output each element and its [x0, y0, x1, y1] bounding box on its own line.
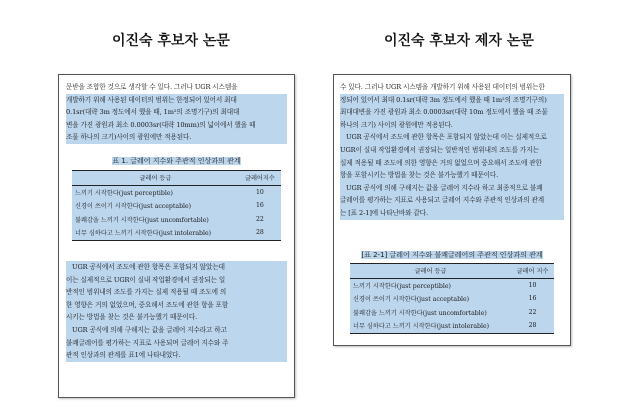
text-line: UGR이 실내 작업환경에서 권장되는 일반적인 범위내의 조도를 가지는: [340, 144, 564, 157]
table-row: [72, 213, 281, 227]
table-header: 글레어 지수: [511, 264, 554, 279]
left-heading: 이진숙 후보자 논문: [112, 33, 230, 49]
table-row: [72, 226, 281, 240]
text-line: 최대대변을 가진 광원과 최소 0.0003sr(대략 10m 정도에서 했을 때 조물: [340, 106, 564, 119]
text-line: UGR 공식에 의해 구해지는 값을 글레어 지수라고 하고: [66, 324, 287, 337]
right-table-block: [340, 249, 564, 334]
table-cell: 28: [239, 226, 281, 240]
left-paragraph-2: [66, 261, 287, 362]
table-cell: 28: [511, 319, 554, 333]
text-line: 글레어를 평가하는 지표로 사용되고 글레어 지수와 주관적 인상과의 관계: [340, 194, 564, 207]
table-cell: 22: [528, 308, 537, 316]
table-cell: 16: [255, 202, 264, 210]
left-table-block: [66, 155, 287, 241]
text-line: 관적 인상과의 관계를 표1에 나타내었다.: [66, 349, 287, 362]
table-row: [350, 278, 554, 292]
table-header: 글레어 등급: [350, 264, 511, 279]
table-row: [350, 319, 554, 333]
table-header: 글레어 등급: [72, 171, 239, 186]
left-table-caption: 표 1. 글레어 지수와 주관적 인상과의 관계: [112, 157, 241, 165]
table-row: [350, 292, 554, 306]
table-cell: 불쾌감을 느끼기 시작한다(just uncomfortable): [353, 309, 487, 317]
text-line: 조물 하나의 크기)사이의 광원에만 적용된다.: [66, 131, 287, 144]
text-line: 는 [표 2-1]에 나타난바와 같다.: [340, 207, 564, 220]
table-cell: 22: [255, 215, 264, 223]
table-cell: 느끼기 시작한다(just perceptible): [75, 189, 173, 197]
left-glare-table: [72, 170, 281, 241]
text-line: 정되어 있어서 최대 0.1sr(대략 3m 정도에서 했을 때 1m²의 조명기구의): [340, 94, 564, 107]
text-line: 이는 실제적으로 UGR이 실내 작업환경에서 권장되는 일: [66, 274, 287, 287]
text-line: 문받을 조합한 것으로 생각할 수 있다. 그러나 UGR 시스템을: [66, 83, 238, 91]
right-heading: 이진숙 후보자 제자 논문: [384, 33, 534, 49]
table-cell: 신경이 쓰이기 시작한다(just acceptable): [75, 203, 192, 211]
table-cell: 느끼기 시작한다(just perceptible): [353, 282, 451, 290]
table-cell: 불쾌감을 느끼기 시작한다(just uncomfortable): [75, 216, 209, 224]
text-line: UGR 공식에 의해 구해지는 값을 글레어 지수라 하고 최종적으로 불쾌: [340, 182, 564, 195]
text-line: 하나의 크기) 사이의 광원에만 적용된다.: [340, 119, 564, 132]
text-line: 반적인 범위내의 조도를 가지는 실제 적용될 때 조도에 의: [66, 286, 287, 299]
text-line: 항을 포함시키는 방법을 찾는 것은 불가능했기 때문이다.: [340, 169, 564, 182]
table-cell: 너무 심하다고 느끼기 시작한다(just intolerable): [72, 226, 239, 240]
table-cell: 10: [255, 188, 264, 196]
right-glare-table: [350, 263, 554, 334]
text-line: UGR 공식에서 조도에 관한 항목은 포함되지 않았는데 이는 실제적으로: [340, 131, 564, 144]
text-line: 시키는 방법을 찾는 것은 불가능했기 때문이다.: [66, 311, 287, 324]
text-line: UGR 공식에서 조도에 관한 항목은 포함되지 않았는데: [66, 261, 287, 274]
text-line: 변을 가진 광원과 최소 0.0003sr(대략 10mm)의 넓이에서 했을 때: [66, 119, 287, 132]
table-row: [72, 185, 281, 199]
table-header: 글레어지수: [239, 171, 281, 186]
table-cell: 신경이 쓰이기 시작한다(just acceptable): [353, 296, 470, 304]
text-line: 실제 적용될 때 조도에 의한 영향은 거의 없었으며 중요해서 조도에 관한: [340, 157, 564, 170]
right-paper-page: [333, 74, 571, 346]
text-line: 0.1sr(대략 3m 정도에서 했을 때, 1m²의 조명기구)의 최대대: [66, 106, 287, 119]
text-line: 수 있다. 그러나 UGR 시스템을 개발하기 위해 사용된 데이터의 범위는한: [340, 83, 545, 91]
text-line: 개발하기 위해 사용된 데이터의 범위는 한정되어 있어서 최대: [66, 94, 287, 107]
right-paragraph: [340, 81, 564, 220]
table-cell: 16: [528, 295, 537, 303]
table-row: [350, 306, 554, 320]
table-cell: 10: [528, 281, 537, 289]
table-cell: 너무 심하다고 느끼기 시작한다(just intolerable): [350, 319, 511, 333]
left-paper-page: [58, 74, 295, 398]
text-line: 불쾌글레어를 평가하는 지표로 사용되며 글레어 지수와 주: [66, 337, 287, 350]
left-paragraph-1: [66, 81, 287, 144]
right-table-caption: [표 2-1] 글레어 지수와 불쾌글레어의 주관적 인상과의 관계: [361, 251, 543, 259]
table-row: [72, 199, 281, 213]
text-line: 한 영향은 거의 없었으며, 중요해서 조도에 관한 항을 포함: [66, 299, 287, 312]
